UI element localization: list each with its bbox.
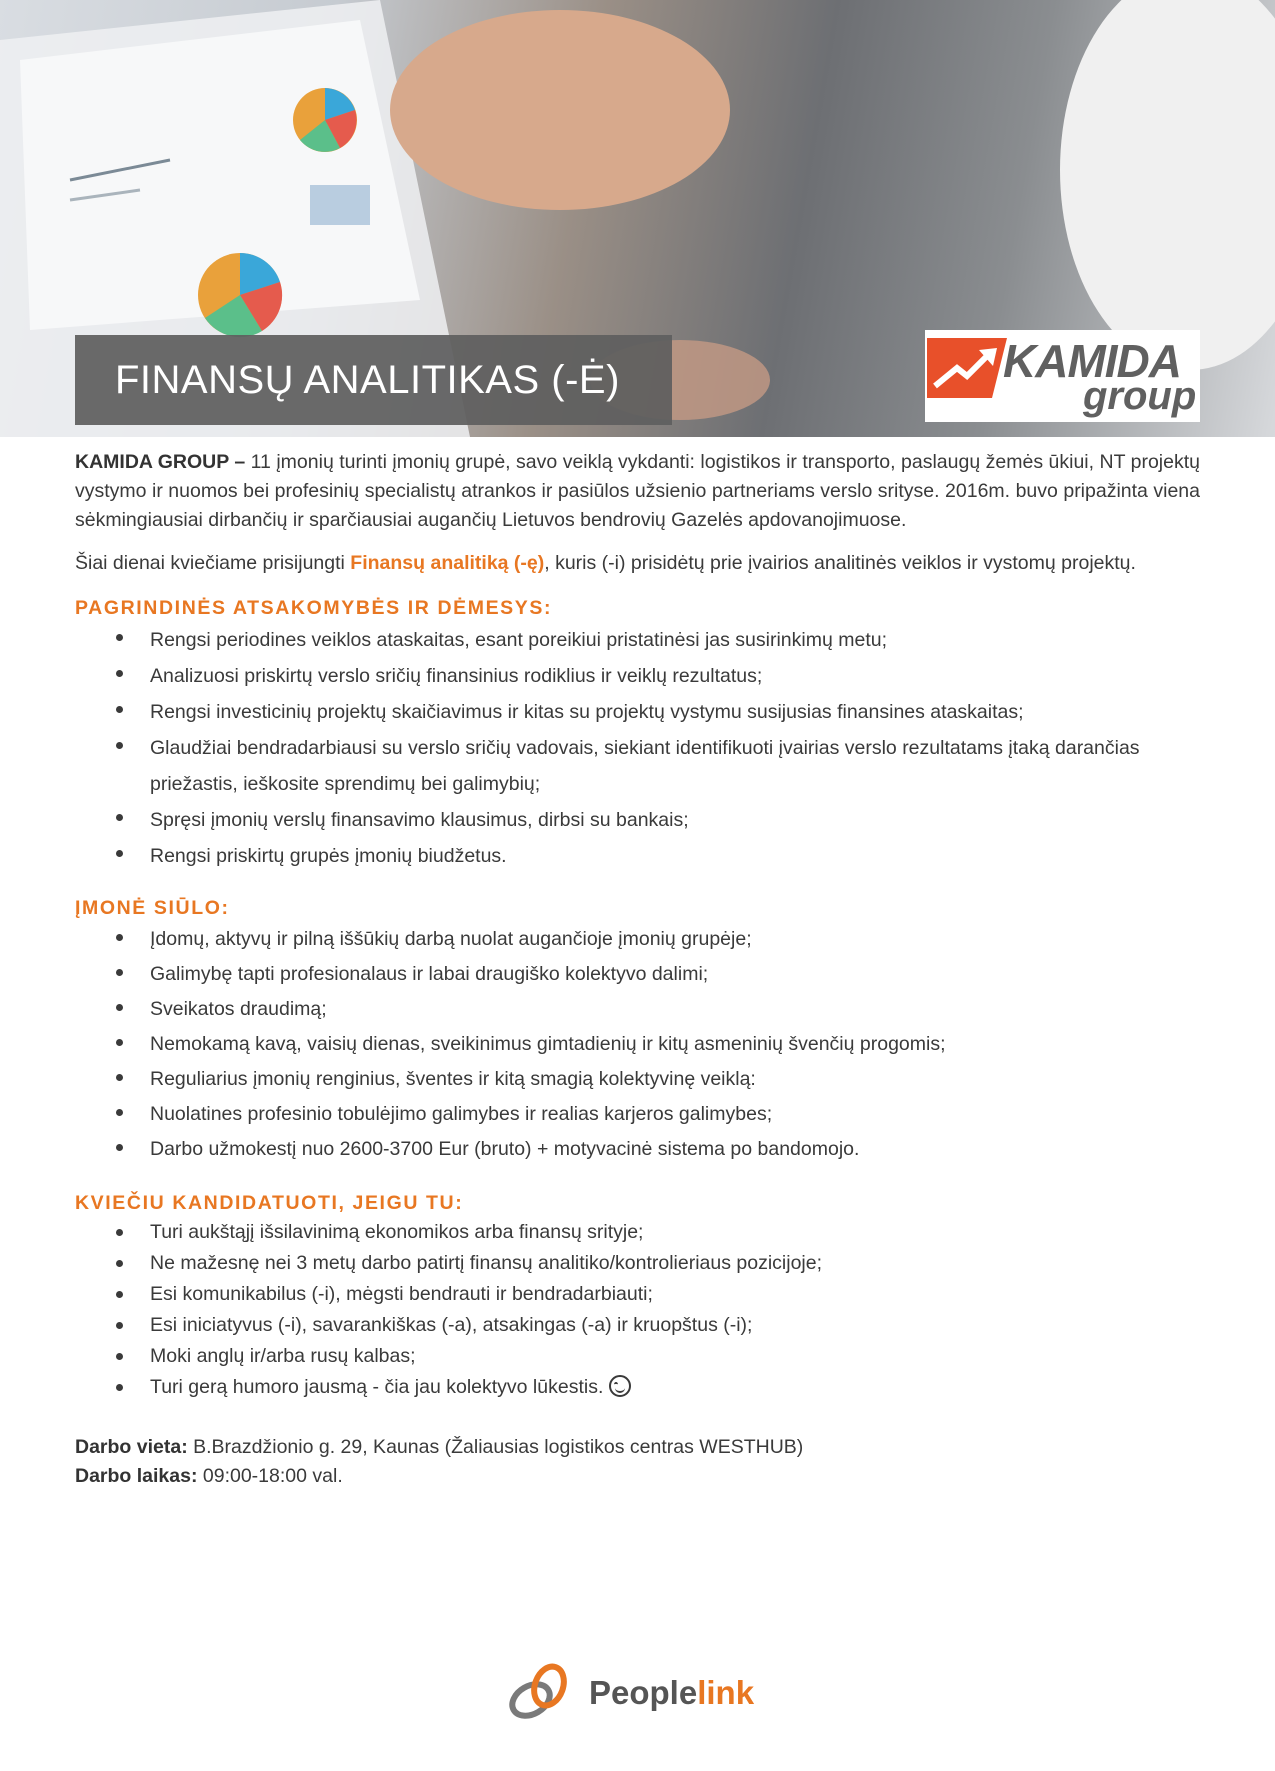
kamida-arrow-icon [927,338,1007,398]
list-item: Analizuosi priskirtų verslo sričių finansinius rodiklius ir veiklų rezultatus; [75,658,1200,694]
list-item: Įdomų, aktyvų ir pilną iššūkių darbą nuolat augančioje įmonių grupėje; [75,922,1200,957]
peoplelink-logo [505,1662,775,1726]
work-location [75,1433,1200,1462]
list-item: Moki anglų ir/arba rusų kalbas; [75,1341,1200,1372]
list-item: Rengsi investicinių projektų skaičiavimus ir kitas su projektų vystymu susijusias finansines ataskaitas; [75,694,1200,730]
list-item: Darbo užmokestį nuo 2600-3700 Eur (bruto) + motyvacinė sistema po bandomojo. [75,1132,1200,1167]
list-item: Glaudžiai bendradarbiausi su verslo sričių vadovais, siekiant identifikuoti įvairias verslo rezultatams įtaką darančias priežastis, ieškosite sprendimų bei galimybių; [75,730,1200,802]
list-item: Turi aukštąjį išsilavinimą ekonomikos arba finansų srityje; [75,1217,1200,1248]
list-item: Rengsi periodines veiklos ataskaitas, esant poreikiui pristatinėsi jas susirinkimų metu; [75,622,1200,658]
responsibilities-heading: PAGRINDINĖS ATSAKOMYBĖS IR DĖMESYS: [75,597,553,619]
work-hours [75,1462,1200,1491]
offer-list [75,922,1200,1167]
hours-label: Darbo laikas: [75,1465,198,1487]
list-item: Sveikatos draudimą; [75,992,1200,1027]
hours-value: 09:00-18:00 val. [197,1465,343,1487]
list-item: Rengsi priskirtų grupės įmonių biudžetus. [75,838,1200,874]
company-intro [75,448,1200,535]
offer-heading: ĮMONĖ SIŪLO: [75,897,230,919]
list-item: Galimybę tapti profesionalaus ir labai draugiško kolektyvo dalimi; [75,957,1200,992]
list-item: Esi komunikabilus (-i), mėgsti bendrauti ir bendradarbiauti; [75,1279,1200,1310]
peoplelink-mark-icon [505,1662,575,1726]
company-name: KAMIDA GROUP – [75,451,246,473]
requirements-heading: KVIEČIU KANDIDATUOTI, JEIGU TU: [75,1192,464,1214]
page-title: FINANSŲ ANALITIKAS (-Ė) [115,357,620,402]
list-item: Ne mažesnę nei 3 metų darbo patirtį finansų analitiko/kontrolieriaus pozicijoje; [75,1248,1200,1279]
requirements-list [75,1217,1200,1403]
list-item: Esi iniciatyvus (-i), savarankiškas (-a), atsakingas (-a) ir kruopštus (-i); [75,1310,1200,1341]
list-item-text: Turi gerą humoro jausmą - čia jau kolektyvo lūkestis. [150,1376,604,1398]
location-label: Darbo vieta: [75,1436,188,1458]
list-item [75,1372,1200,1403]
list-item: Nuolatines profesinio tobulėjimo galimybes ir realias karjeros galimybes; [75,1097,1200,1132]
smiley-icon [609,1375,631,1397]
logo-wordmark: KAMIDA [1003,335,1181,387]
hero-photo [0,0,1275,437]
document-body [75,448,1200,1491]
logo-subtext: group [1083,374,1197,418]
position-highlight: Finansų analitiką (-ę) [350,552,545,574]
peoplelink-wordmark [589,1674,754,1712]
invitation-text-end: , kuris (-i) prisidėtų prie įvairios analitinės veiklos ir vystomų projektų. [544,552,1136,574]
kamida-logo [925,330,1200,422]
list-item: Spręsi įmonių verslų finansavimo klausimus, dirbsi su bankais; [75,802,1200,838]
title-banner [75,335,672,425]
brand-end: link [697,1674,755,1711]
list-item: Nemokamą kavą, vaisių dienas, sveikinimus gimtadienių ir kitų asmeninių švenčių progomis; [75,1027,1200,1062]
invitation-paragraph [75,549,1200,578]
list-item: Reguliarius įmonių renginius, šventes ir kitą smagią kolektyvinę veiklą: [75,1062,1200,1097]
company-description: 11 įmonių turinti įmonių grupė, savo veiklą vykdanti: logistikos ir transporto, paslaugų žemės ūkiui, NT projektų vystymo ir nuomos bei profesinių specialistų atrankos ir pasiūlos užsienio partneriams verslo srityse. 2016m. buvo pripažinta viena sėkmingiausiai dirbančių ir sparčiausiai augančių Lietuvos bendrovių Gazelės apdovanojimuose. [75,451,1200,531]
invitation-text: Šiai dienai kviečiame prisijungti [75,552,351,574]
responsibilities-list [75,622,1200,874]
location-value: B.Brazdžionio g. 29, Kaunas (Žaliausias logistikos centras WESTHUB) [187,1436,804,1458]
brand-start: People [589,1674,698,1711]
